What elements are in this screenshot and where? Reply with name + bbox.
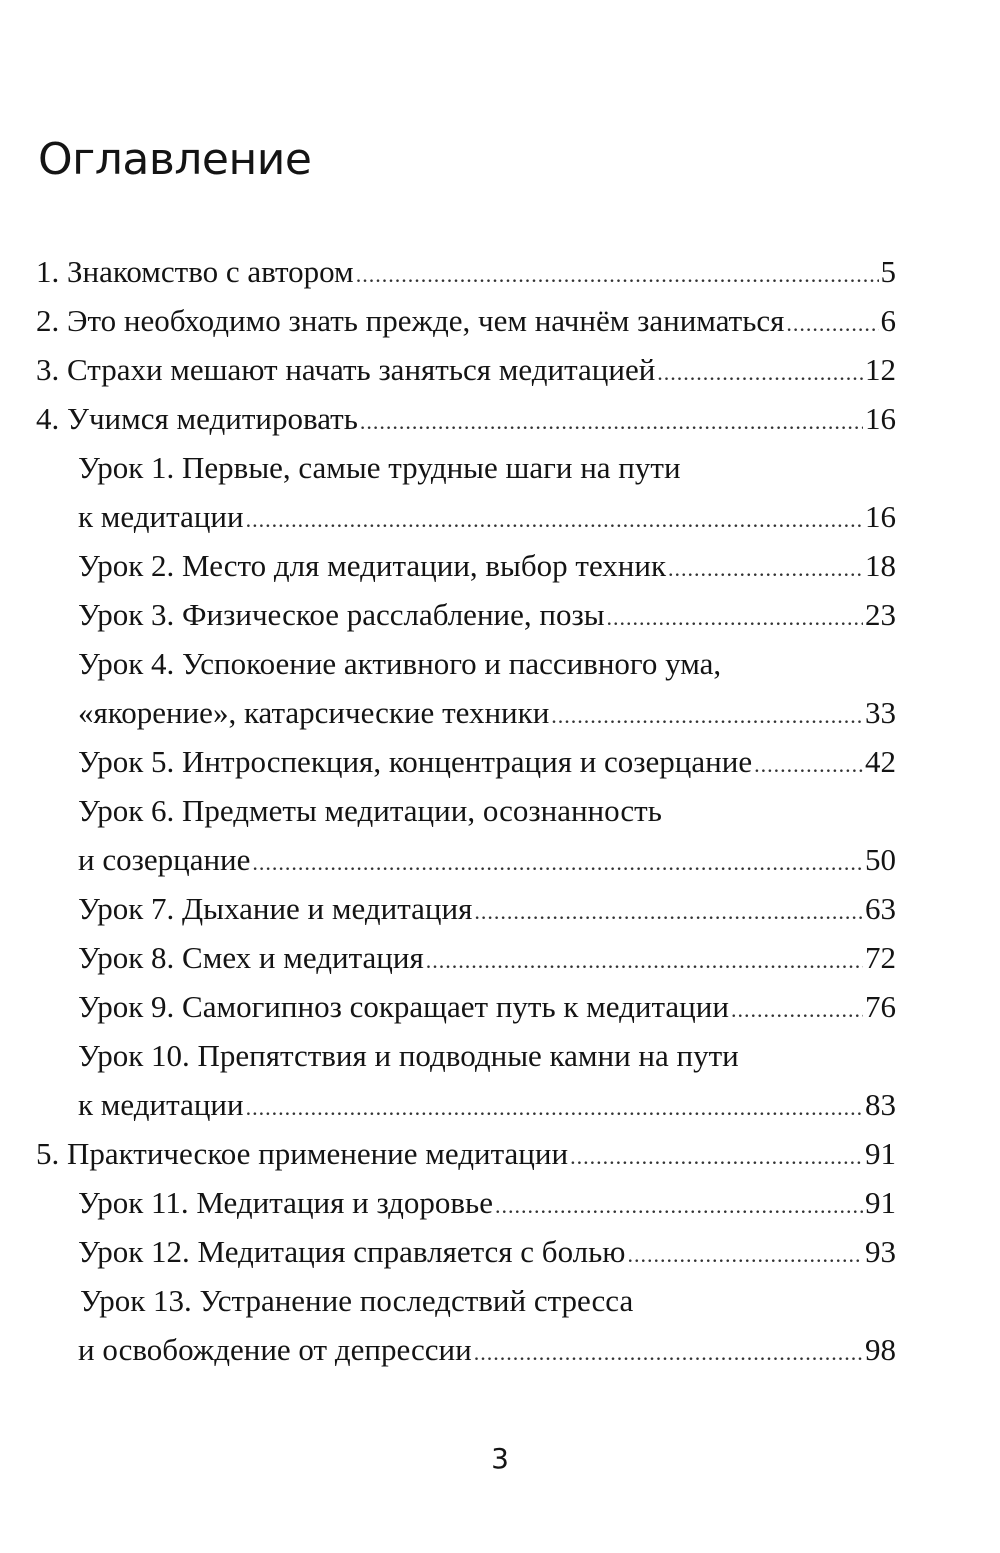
toc-leader-dots [246, 1088, 863, 1128]
page-number: 3 [491, 1442, 509, 1475]
toc-entry-title: Урок 10. Препятствия и подводные камни на пути [78, 1038, 739, 1073]
toc-entry-title-cont: к медитации [78, 499, 244, 534]
toc-entry-page: 5 [880, 254, 896, 289]
toc-entry-title: Урок 6. Предметы медитации, осознанность [78, 793, 662, 828]
toc-entry [36, 252, 896, 292]
toc-entry-title: Урок 8. Смех и медитация [78, 940, 424, 975]
toc-entry-line1 [78, 791, 896, 831]
toc-entry-page: 72 [865, 940, 896, 975]
toc-entry [36, 350, 896, 390]
toc-leader-dots [356, 255, 879, 295]
toc-leader-dots [627, 1235, 863, 1275]
toc-entry [78, 1232, 896, 1272]
toc-entry-page: 33 [865, 695, 896, 730]
toc-entry [78, 1330, 896, 1370]
toc-entry-page: 12 [865, 352, 896, 387]
toc-entry-title: Урок 1. Первые, самые трудные шаги на пути [78, 450, 681, 485]
toc-entry-page: 50 [865, 842, 896, 877]
toc-entry-page: 76 [865, 989, 896, 1024]
toc-entry-title: Урок 5. Интроспекция, концентрация и созерцание [78, 744, 753, 779]
toc-leader-dots [731, 990, 863, 1030]
toc-entry-page: 16 [865, 499, 896, 534]
toc-entry [78, 742, 896, 782]
toc-entry-line1 [78, 644, 896, 684]
toc-entry-line1 [80, 1281, 896, 1321]
toc-entry [78, 840, 896, 880]
page-title: Оглавление [38, 134, 312, 185]
toc-leader-dots [657, 353, 863, 393]
toc-entry-title: 5. Практическое применение медитации [36, 1136, 569, 1171]
toc-entry [78, 987, 896, 1027]
toc-leader-dots [252, 843, 863, 883]
toc-entry-title-cont: и освобождение от депрессии [78, 1332, 472, 1367]
toc-entry-page: 98 [865, 1332, 896, 1367]
toc-entry-title-cont: «якорение», катарсические техники [78, 695, 550, 730]
toc-leader-dots [360, 402, 863, 442]
toc-entry-line1 [78, 448, 896, 488]
toc-entry-page: 23 [865, 597, 896, 632]
toc-entry-title: 3. Страхи мешают начать заняться медитацией [36, 352, 656, 387]
toc-entry-title-cont: и созерцание [78, 842, 251, 877]
toc-entry-title: 2. Это необходимо знать прежде, чем начнём заниматься [36, 303, 785, 338]
toc-entry [78, 546, 896, 586]
toc-entry-title: Урок 7. Дыхание и медитация [78, 891, 473, 926]
toc-entry-title: 1. Знакомство с автором [36, 254, 354, 289]
toc-entry [78, 497, 896, 537]
toc-entry [36, 301, 896, 341]
toc-entry [78, 693, 896, 733]
toc-entry-page: 91 [865, 1136, 896, 1171]
toc-entry [78, 1085, 896, 1125]
toc-entry-page: 16 [865, 401, 896, 436]
toc-leader-dots [474, 892, 863, 932]
toc-leader-dots [786, 304, 878, 344]
toc-leader-dots [607, 598, 863, 638]
toc-entry-title: Урок 9. Самогипноз сокращает путь к медитации [78, 989, 729, 1024]
toc-entry-title: Урок 2. Место для медитации, выбор техник [78, 548, 667, 583]
toc-leader-dots [551, 696, 863, 736]
toc-leader-dots [570, 1137, 863, 1177]
toc-leader-dots [246, 500, 863, 540]
toc-leader-dots [668, 549, 863, 589]
toc-entry [78, 889, 896, 929]
toc-entry-title: Урок 11. Медитация и здоровье [78, 1185, 493, 1220]
toc-entry [78, 938, 896, 978]
toc-entry-title: Урок 12. Медитация справляется с болью [78, 1234, 626, 1269]
toc-leader-dots [495, 1186, 863, 1226]
toc-entry [78, 595, 896, 635]
toc-entry-page: 83 [865, 1087, 896, 1122]
toc-entry-line1 [78, 1036, 896, 1076]
toc-entry-title: Урок 4. Успокоение активного и пассивного ума, [78, 646, 722, 681]
toc-entry-page: 18 [865, 548, 896, 583]
toc-entry-title: Урок 3. Физическое расслабление, позы [78, 597, 605, 632]
toc-entry [78, 1183, 896, 1223]
toc-entry-page: 93 [865, 1234, 896, 1269]
toc-entry-title: 4. Учимся медитировать [36, 401, 358, 436]
toc-entry-page: 6 [880, 303, 896, 338]
toc-entry-title-cont: к медитации [78, 1087, 244, 1122]
toc-entry-page: 42 [865, 744, 896, 779]
toc-entry-page: 63 [865, 891, 896, 926]
toc-entry-page: 91 [865, 1185, 896, 1220]
toc-entry [36, 399, 896, 439]
toc-entry [36, 1134, 896, 1174]
toc-entry-title: Урок 13. Устранение последствий стресса [80, 1283, 634, 1318]
toc-leader-dots [426, 941, 863, 981]
toc-leader-dots [474, 1333, 863, 1373]
toc-leader-dots [754, 745, 863, 785]
